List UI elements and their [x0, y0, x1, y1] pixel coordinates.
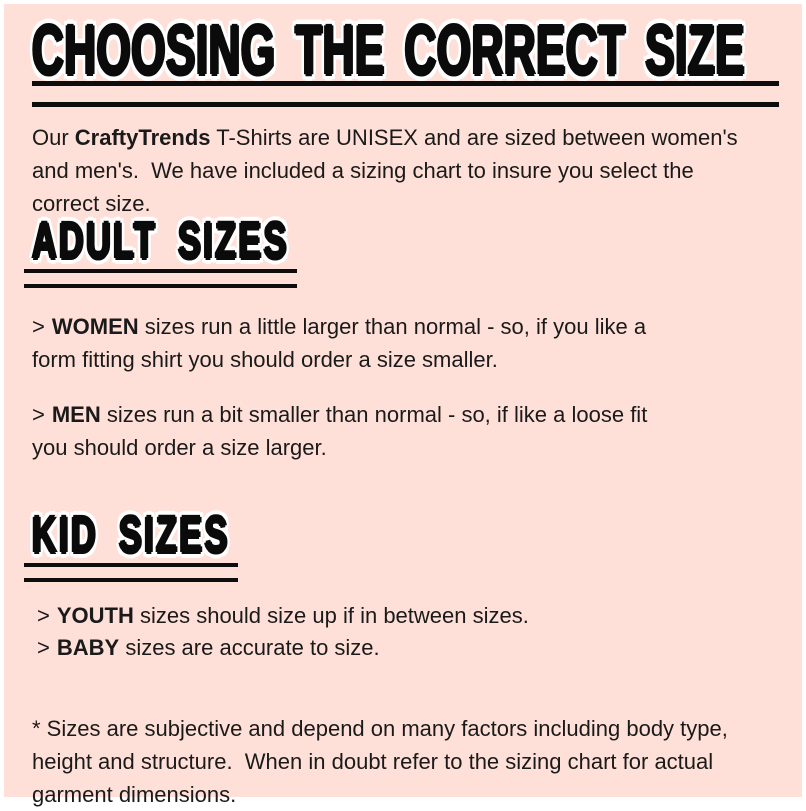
- adult-sizes-heading: ADULT SIZES: [32, 213, 289, 270]
- intro-line-1-rest: T-Shirts are UNISEX and are sized between women's: [210, 125, 738, 150]
- sizing-guide-panel: [4, 4, 802, 807]
- bullet-men-line-1: [32, 398, 774, 431]
- kid-sizes-heading: KID SIZES: [32, 507, 230, 564]
- bullet-men-text: sizes run a bit smaller than normal - so, if like a loose fit: [100, 402, 648, 427]
- footnote-line-2: height and structure. When in doubt refer to the sizing chart for actual: [32, 749, 714, 774]
- bullet-term-women: WOMEN: [51, 314, 139, 339]
- bullet-baby: [37, 632, 774, 664]
- kid-sizes-section-header: [32, 507, 774, 582]
- kid-sizes-heading-wrap: [32, 507, 230, 582]
- bullet-men: [32, 398, 774, 464]
- bullet-women: [32, 310, 774, 376]
- adult-sizes-section-header: [32, 213, 774, 288]
- intro-line-1: [32, 121, 774, 154]
- bullet-women-text: sizes run a little larger than normal - so, if you like a: [138, 314, 647, 339]
- bullet-term-men: MEN: [51, 402, 101, 427]
- bullet-women-line-2: form fitting shirt you should order a size smaller.: [32, 347, 498, 372]
- bullet-men-line-2: you should order a size larger.: [32, 435, 327, 460]
- footnote-paragraph: [32, 712, 774, 811]
- intro-paragraph: [32, 121, 774, 220]
- bullet-term-baby: BABY: [56, 635, 120, 660]
- bullet-baby-text: sizes are accurate to size.: [119, 635, 380, 660]
- bullet-women-line-1: [32, 310, 774, 343]
- intro-prefix: Our: [32, 125, 75, 150]
- intro-line-2: and men's. We have included a sizing chart to insure you select the: [32, 158, 694, 183]
- kid-heading-double-underline: [24, 563, 238, 582]
- bullet-marker: >: [32, 314, 45, 339]
- intro-line-3: correct size.: [32, 191, 151, 216]
- adult-sizes-heading-wrap: [32, 213, 289, 288]
- kid-bullet-list: [32, 600, 774, 664]
- footnote-line-1: * Sizes are subjective and depend on many factors including body type,: [32, 716, 728, 741]
- adult-heading-double-underline: [24, 269, 297, 288]
- bullet-youth: [37, 600, 774, 632]
- bullet-term-youth: YOUTH: [56, 603, 134, 628]
- page-title: CHOOSING THE CORRECT SIZE: [32, 11, 746, 91]
- bullet-youth-text: sizes should size up if in between sizes.: [133, 603, 529, 628]
- bullet-marker: >: [37, 635, 50, 660]
- brand-name: CraftyTrends: [74, 125, 211, 150]
- bullet-marker: >: [37, 603, 50, 628]
- footnote-line-3: garment dimensions.: [32, 782, 237, 807]
- bullet-marker: >: [32, 402, 45, 427]
- page-title-row: [32, 11, 774, 91]
